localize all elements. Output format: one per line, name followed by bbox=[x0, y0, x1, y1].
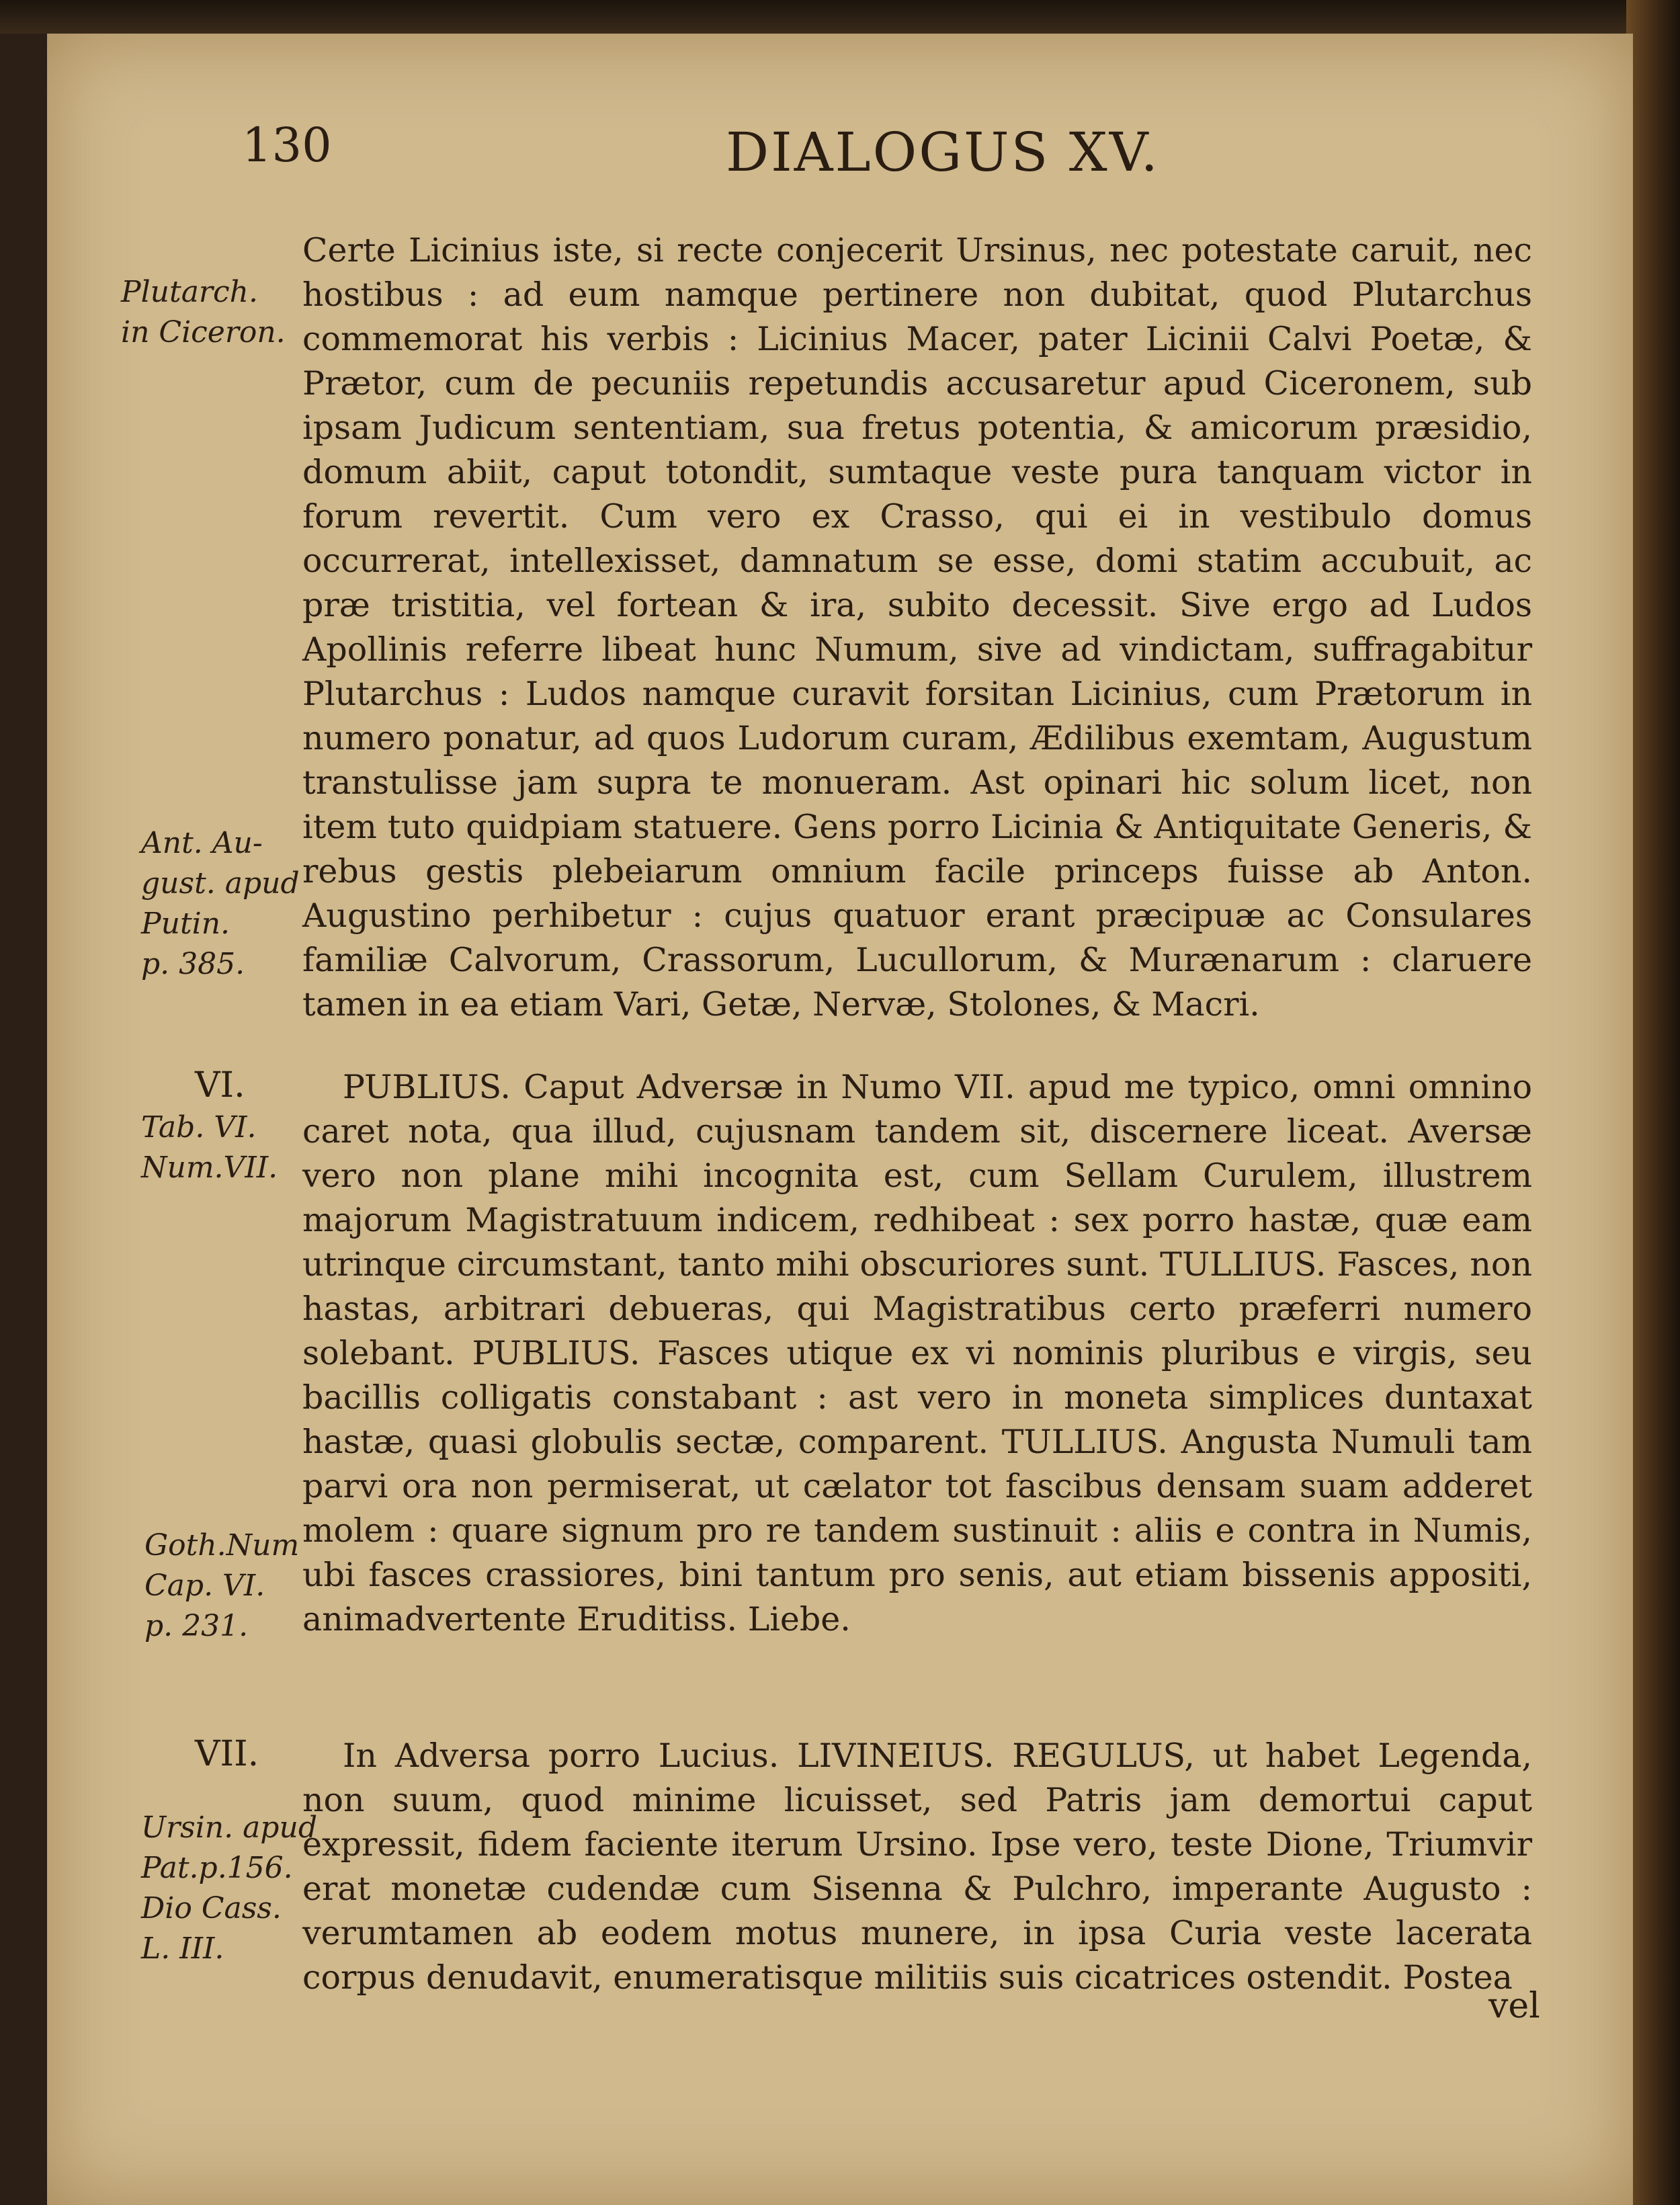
margin-note-augustino bbox=[141, 823, 300, 985]
paragraph-2 bbox=[302, 1065, 1532, 1642]
paragraph-text: In Adversa porro Lucius. LIVINEIUS. REGULUS, ut habet Legenda, non suum, quod minime licuisset, sed Patris jam demortui caput expressit, fidem faciente iterum Ursino. Ipse vero, teste Dione, Triumvir erat monetæ cudendæ cum Sisenna & Pulchro, imperante Augusto : verumtamen ab eodem motus munere, in ipsa Curia veste lacerata corpus denudavit, enumeratisque militiis suis cicatrices ostendit. Postea bbox=[302, 1737, 1532, 1997]
margin-line: Dio Cass. bbox=[141, 1891, 282, 1925]
paragraph-text: Certe Licinius iste, si recte conjecerit Ursinus, nec potestate caruit, nec hostibus : ad eum namque pertinere non dubitat, quod Plutarchus commemorat his verbis : Licinius Macer, pater Licinii Calvi Poetæ, & Prætor, cum de pecuniis repetundis accusaretur apud Ciceronem, sub ipsam Judicum sententiam, sua fretus potentia, & amicorum præsidio, domum abiit, caput totondit, sumtaque veste pura tanquam victor in forum revertit. Cum vero ex Crasso, qui ei in vestibulo domus occurrerat, intellexisset, damnatum se esse, domi statim accubuit, ac præ tristitia, vel fortean & ira, subito decessit. Sive ergo ad Ludos Apollinis referre libeat hunc Numum, sive ad vindictam, suffragabitur Plutarchus : Ludos namque curavit forsitan Licinius, cum Prætorum in numero ponatur, ad quos Ludorum curam, Ædilibus exemtam, Augustum transtulisse jam supra te monueram. Ast opinari hic solum licet, non item tuto quidpiam statuere. Gens porro Licinia & Antiquitate Generis, & rebus gestis plebeiarum omnium facile princeps fuisse ab Anton. Augustino perhibetur : cujus quatuor erant præcipuæ ac Consulares familiæ Calvorum, Crassorum, Lucullorum, & Murænarum : claruere tamen in ea etiam Vari, Getæ, Nervæ, Stolones, & Macri. bbox=[302, 231, 1532, 1024]
top-edge bbox=[0, 0, 1680, 34]
page-title: DIALOGUS XV. bbox=[726, 121, 1160, 183]
margin-note-ursin bbox=[141, 1808, 317, 1969]
margin-note-plutarch bbox=[121, 272, 286, 353]
catchword: vel bbox=[1488, 1986, 1540, 2026]
paragraph-3 bbox=[302, 1734, 1532, 2000]
margin-line: p. 231. bbox=[144, 1609, 249, 1643]
paragraph-text: PUBLIUS. Caput Adversæ in Numo VII. apud me typico, omni omnino caret nota, qua illud, cujusnam tandem sit, discernere liceat. Aversæ vero non plane mihi incognita est, cum Sellam Curulem, illustrem majorum Magistratuum indicem, redhibeat : sex porro hastæ, quæ eam utrinque circumstant, tanto mihi obscuriores sunt. TULLIUS. Fasces, non hastas, arbitrari debueras, qui Magistratibus certo præferri numero solebant. PUBLIUS. Fasces utique ex vi nominis pluribus e virgis, seu bacillis colligatis constabant : ast vero in moneta simplices duntaxat hastæ, quasi globulis sectæ, comparent. TULLIUS. Angusta Numuli tam parvi ora non permiserat, ut cælator tot fascibus densam suam adderet molem : quare signum pro re tandem sustinuit : aliis e contra in Numis, ubi fasces crassiores, bini tantum pro senis, aut etiam bissenis appositi, animadvertente Eruditiss. Liebe. bbox=[302, 1068, 1532, 1638]
margin-note-tab bbox=[141, 1108, 278, 1188]
margin-line: in Ciceron. bbox=[121, 315, 286, 349]
margin-note-goth bbox=[144, 1526, 299, 1647]
margin-line: p. 385. bbox=[141, 947, 245, 981]
margin-line: L. III. bbox=[141, 1931, 224, 1966]
margin-line: Plutarch. bbox=[121, 275, 258, 309]
section-number-6: VI. bbox=[195, 1065, 245, 1106]
book-spine bbox=[1626, 0, 1680, 2205]
margin-line: Pat.p.156. bbox=[141, 1851, 293, 1885]
margin-line: Cap. VI. bbox=[144, 1569, 265, 1603]
margin-line: Ursin. apud bbox=[141, 1811, 317, 1845]
margin-line: Ant. Au- bbox=[141, 826, 263, 860]
margin-line: gust. apud bbox=[141, 866, 300, 901]
margin-line: Num.VII. bbox=[141, 1151, 278, 1185]
paragraph-1 bbox=[302, 228, 1532, 1027]
margin-line: Tab. VI. bbox=[141, 1110, 257, 1145]
page-number: 130 bbox=[242, 118, 332, 173]
section-number-7: VII. bbox=[195, 1734, 259, 1774]
margin-line: Putin. bbox=[141, 907, 230, 941]
margin-line: Goth.Num bbox=[144, 1528, 300, 1563]
